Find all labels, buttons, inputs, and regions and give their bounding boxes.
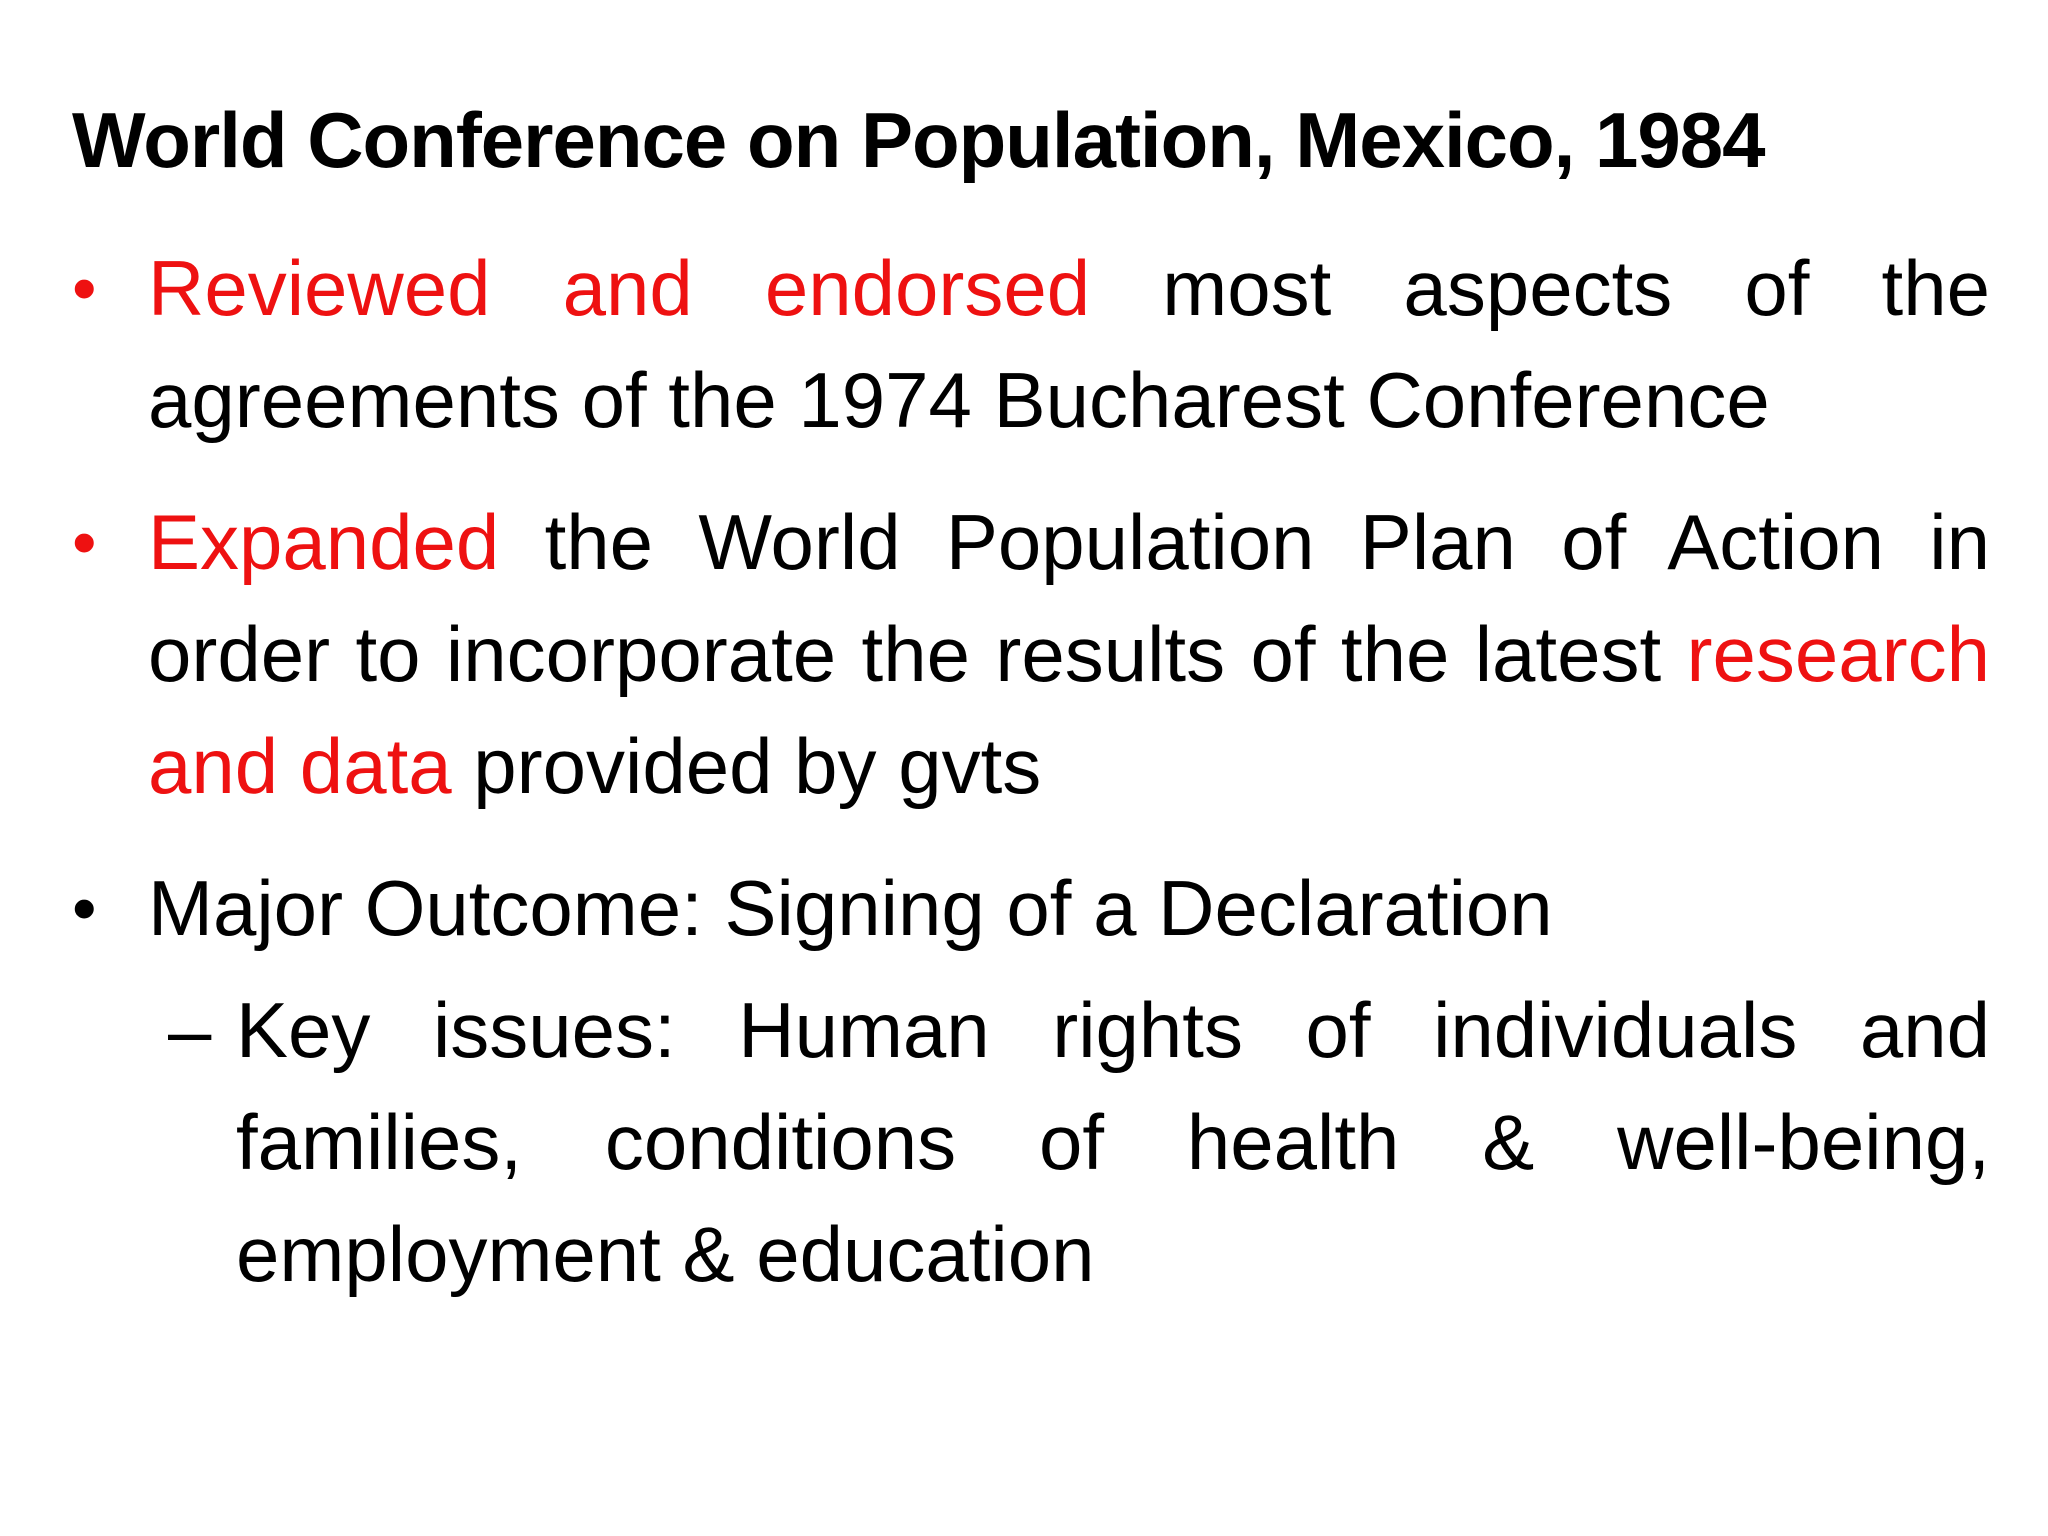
sub-bullet-key-issues — [72, 974, 1990, 1310]
bullet-red-lead: Expanded — [148, 498, 500, 586]
bullet-icon: • — [72, 869, 97, 947]
bullet-text: the World Population Plan of Action in order to incorporate the results of the latest — [148, 498, 1990, 698]
bullet-item-expanded — [72, 486, 1990, 822]
sub-bullet-text: Key issues: Human rights of individuals and families, conditions of health & well-being, employment & education — [236, 986, 1990, 1298]
bullet-text: most aspects of the agreements of the 1974 Bucharest Conference — [148, 244, 1990, 444]
bullet-icon: • — [72, 503, 97, 581]
bullet-item-reviewed — [72, 232, 1990, 456]
bullet-text: Major Outcome: Signing of a Declaration — [148, 864, 1553, 952]
slide-title: World Conference on Population, Mexico, 1984 — [72, 96, 1765, 184]
bullet-red-highlight: research and data — [148, 610, 1990, 810]
bullet-icon: • — [72, 249, 97, 327]
dash-icon: – — [168, 986, 212, 1074]
bullet-text: provided by gvts — [451, 722, 1042, 810]
bullet-item-major-outcome — [72, 852, 1990, 1310]
bullet-red-lead: Reviewed and endorsed — [148, 244, 1091, 332]
bullet-list — [72, 232, 1990, 1340]
